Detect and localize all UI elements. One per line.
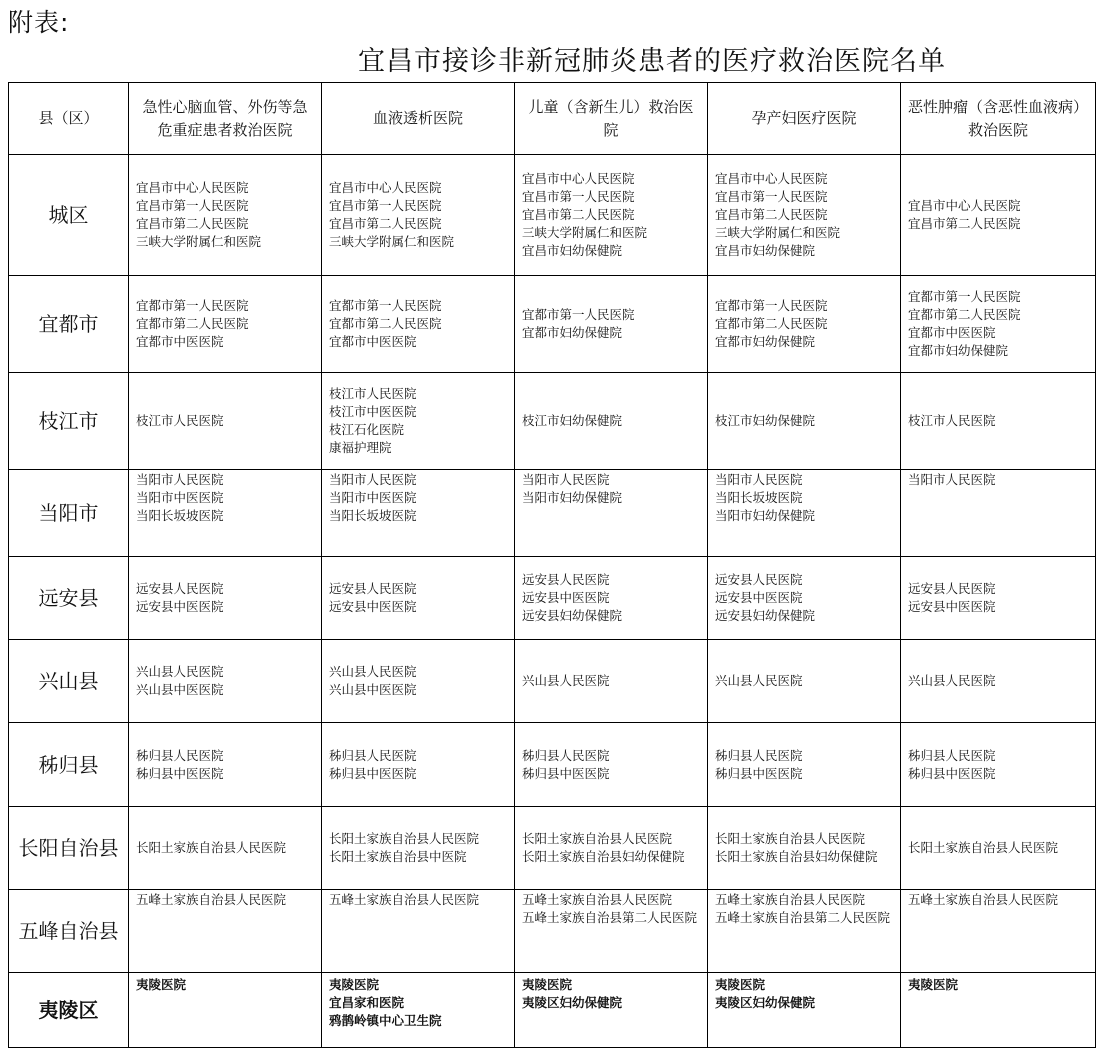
maternity-hospitals-cell: [708, 890, 901, 973]
hospital-name: 枝江市妇幼保健院: [522, 413, 623, 428]
dialysis-hospitals-cell: [322, 807, 515, 890]
hospital-name: 兴山县人民医院: [329, 664, 417, 679]
children-hospitals-cell: [515, 640, 708, 723]
hospital-name: 宜都市中医医院: [329, 334, 417, 349]
hospital-name: 宜昌市中心人民医院: [522, 171, 635, 186]
table-row: [9, 155, 1096, 276]
hospital-name: 宜昌市妇幼保健院: [715, 243, 816, 258]
hospital-name: 宜昌市妇幼保健院: [522, 243, 623, 258]
oncology-hospitals-cell: [901, 723, 1096, 807]
hospital-name: 宜昌市第二人民医院: [329, 216, 442, 231]
hospital-list-table: [8, 82, 1096, 1048]
county-name: 当阳市: [9, 470, 129, 557]
hospital-name: 秭归县中医医院: [715, 765, 803, 781]
children-hospitals-cell: [515, 470, 708, 557]
hospital-name: 远安县中医医院: [908, 599, 996, 614]
children-hospitals-cell: [515, 155, 708, 276]
oncology-hospitals-cell: [901, 640, 1096, 723]
hospital-name: 康福护理院: [329, 440, 392, 455]
oncology-hospitals-cell: [901, 155, 1096, 276]
header-emergency-hospitals: 急性心脑血管、外伤等急危重症患者救治医院: [129, 83, 322, 155]
hospital-name: 宜都市第一人民医院: [522, 307, 635, 322]
hospital-name: 宜昌市中心人民医院: [715, 171, 828, 186]
hospital-name: 长阳土家族自治县妇幼保健院: [522, 849, 685, 864]
emergency-hospitals-cell: [129, 155, 322, 276]
hospital-name: 三峡大学附属仁和医院: [136, 234, 262, 249]
hospital-name: 秭归县中医医院: [329, 765, 417, 781]
table-row: [9, 276, 1096, 373]
hospital-name: 当阳长坂坡医院: [329, 508, 417, 523]
hospital-name: 宜昌市第一人民医院: [522, 189, 635, 204]
hospital-name: 秭归县人民医院: [329, 747, 417, 763]
hospital-name: 夷陵医院: [329, 977, 380, 992]
hospital-name: 长阳土家族自治县人民医院: [715, 831, 866, 846]
header-county: 县（区）: [9, 83, 129, 155]
children-hospitals-cell: [515, 557, 708, 640]
hospital-name: 当阳市中医医院: [329, 490, 417, 505]
hospital-name: 宜都市第二人民医院: [715, 316, 828, 331]
hospital-name: 宜都市中医医院: [908, 325, 996, 340]
dialysis-hospitals-cell: [322, 276, 515, 373]
hospital-name: 宜都市第一人民医院: [908, 289, 1021, 304]
hospital-name: 三峡大学附属仁和医院: [329, 234, 455, 249]
county-name: 远安县: [9, 557, 129, 640]
emergency-hospitals-cell: [129, 807, 322, 890]
table-row: [9, 373, 1096, 470]
emergency-hospitals-cell: [129, 890, 322, 973]
dialysis-hospitals-cell: [322, 640, 515, 723]
children-hospitals-cell: [515, 276, 708, 373]
hospital-name: 当阳市人民医院: [715, 472, 803, 487]
hospital-name: 远安县妇幼保健院: [522, 608, 623, 623]
hospital-name: 当阳市人民医院: [136, 472, 224, 487]
hospital-name: 秭归县中医医院: [908, 765, 996, 781]
table-row: [9, 807, 1096, 890]
header-maternity-hospitals: 孕产妇医疗医院: [708, 83, 901, 155]
hospital-name: 当阳长坂坡医院: [715, 490, 803, 505]
county-name: 枝江市: [9, 373, 129, 470]
hospital-name: 秭归县人民医院: [908, 747, 996, 763]
table-row: [9, 723, 1096, 807]
hospital-name: 夷陵医院: [522, 977, 573, 992]
hospital-name: 当阳市妇幼保健院: [522, 490, 623, 505]
table-row: [9, 557, 1096, 640]
hospital-name: 当阳市人民医院: [522, 472, 610, 487]
oncology-hospitals-cell: [901, 276, 1096, 373]
hospital-name: 兴山县人民医院: [715, 673, 803, 688]
hospital-name: 秭归县中医医院: [522, 765, 610, 781]
dialysis-hospitals-cell: [322, 973, 515, 1048]
maternity-hospitals-cell: [708, 557, 901, 640]
hospital-name: 远安县中医医院: [329, 599, 417, 614]
header-children-hospitals: 儿童（含新生儿）救治医院: [515, 83, 708, 155]
hospital-name: 枝江石化医院: [329, 422, 405, 437]
hospital-name: 远安县妇幼保健院: [715, 608, 816, 623]
emergency-hospitals-cell: [129, 640, 322, 723]
hospital-name: 宜昌市中心人民医院: [329, 180, 442, 195]
maternity-hospitals-cell: [708, 155, 901, 276]
dialysis-hospitals-cell: [322, 470, 515, 557]
hospital-name: 五峰土家族自治县第二人民医院: [715, 910, 891, 925]
hospital-name: 枝江市人民医院: [329, 386, 417, 401]
hospital-name: 当阳市人民医院: [908, 472, 996, 487]
hospital-name: 远安县人民医院: [329, 581, 417, 596]
oncology-hospitals-cell: [901, 890, 1096, 973]
emergency-hospitals-cell: [129, 557, 322, 640]
hospital-name: 宜昌市第一人民医院: [715, 189, 828, 204]
county-name: 长阳自治县: [9, 807, 129, 890]
hospital-name: 枝江市妇幼保健院: [715, 413, 816, 428]
hospital-name: 宜都市第二人民医院: [329, 316, 442, 331]
hospital-name: 夷陵医院: [715, 977, 766, 992]
table-row: [9, 890, 1096, 973]
hospital-name: 秭归县人民医院: [136, 747, 224, 763]
hospital-name: 兴山县人民医院: [908, 673, 996, 688]
hospital-name: 五峰土家族自治县人民医院: [522, 892, 673, 907]
emergency-hospitals-cell: [129, 973, 322, 1048]
county-name: 夷陵区: [9, 973, 129, 1048]
oncology-hospitals-cell: [901, 807, 1096, 890]
oncology-hospitals-cell: [901, 373, 1096, 470]
emergency-hospitals-cell: [129, 723, 322, 807]
oncology-hospitals-cell: [901, 973, 1096, 1048]
hospital-name: 夷陵医院: [136, 977, 187, 992]
maternity-hospitals-cell: [708, 807, 901, 890]
hospital-name: 长阳土家族自治县妇幼保健院: [715, 849, 878, 864]
hospital-name: 五峰土家族自治县人民医院: [329, 892, 480, 907]
document-title: 宜昌市接诊非新冠肺炎患者的医疗救治医院名单: [358, 46, 946, 77]
hospital-name: 宜昌市第二人民医院: [136, 216, 249, 231]
hospital-name: 夷陵区妇幼保健院: [522, 995, 623, 1010]
maternity-hospitals-cell: [708, 470, 901, 557]
hospital-name: 远安县人民医院: [908, 581, 996, 596]
hospital-name: 兴山县中医医院: [136, 682, 224, 697]
oncology-hospitals-cell: [901, 470, 1096, 557]
hospital-name: 三峡大学附属仁和医院: [715, 225, 841, 240]
maternity-hospitals-cell: [708, 640, 901, 723]
county-name: 宜都市: [9, 276, 129, 373]
hospital-name: 秭归县中医医院: [136, 765, 224, 781]
header-dialysis-hospitals: 血液透析医院: [322, 83, 515, 155]
hospital-name: 宜都市第一人民医院: [715, 298, 828, 313]
hospital-name: 五峰土家族自治县第二人民医院: [522, 910, 698, 925]
children-hospitals-cell: [515, 890, 708, 973]
hospital-name: 宜昌市第一人民医院: [136, 198, 249, 213]
dialysis-hospitals-cell: [322, 890, 515, 973]
hospital-name: 远安县中医医院: [715, 590, 803, 605]
children-hospitals-cell: [515, 807, 708, 890]
hospital-name: 宜都市妇幼保健院: [908, 343, 1009, 358]
hospital-name: 枝江市中医医院: [329, 404, 417, 419]
hospital-name: 兴山县人民医院: [522, 673, 610, 688]
dialysis-hospitals-cell: [322, 373, 515, 470]
dialysis-hospitals-cell: [322, 723, 515, 807]
table-row: [9, 973, 1096, 1048]
emergency-hospitals-cell: [129, 373, 322, 470]
hospital-name: 宜都市第一人民医院: [329, 298, 442, 313]
hospital-name: 长阳土家族自治县人民医院: [136, 840, 287, 855]
hospital-name: 长阳土家族自治县人民医院: [908, 840, 1059, 855]
header-oncology-hospitals: 恶性肿瘤（含恶性血液病）救治医院: [901, 83, 1096, 155]
hospital-name: 枝江市人民医院: [908, 413, 996, 428]
emergency-hospitals-cell: [129, 470, 322, 557]
hospital-name: 当阳市妇幼保健院: [715, 508, 816, 523]
hospital-name: 长阳土家族自治县中医院: [329, 849, 467, 864]
hospital-name: 当阳市中医医院: [136, 490, 224, 505]
hospital-name: 夷陵区妇幼保健院: [715, 995, 816, 1010]
hospital-name: 兴山县中医医院: [329, 682, 417, 697]
hospital-name: 宜昌市第二人民医院: [522, 207, 635, 222]
county-name: 秭归县: [9, 723, 129, 807]
hospital-name: 三峡大学附属仁和医院: [522, 225, 648, 240]
hospital-name: 宜都市妇幼保健院: [715, 334, 816, 349]
table-header-row: [9, 83, 1096, 155]
hospital-name: 宜都市第一人民医院: [136, 298, 249, 313]
table-row: [9, 640, 1096, 723]
hospital-name: 宜昌市中心人民医院: [908, 198, 1021, 213]
maternity-hospitals-cell: [708, 373, 901, 470]
oncology-hospitals-cell: [901, 557, 1096, 640]
hospital-name: 长阳土家族自治县人民医院: [522, 831, 673, 846]
hospital-name: 宜昌家和医院: [329, 995, 405, 1010]
hospital-name: 宜都市第二人民医院: [136, 316, 249, 331]
county-name: 五峰自治县: [9, 890, 129, 973]
appendix-label: 附表:: [8, 8, 70, 37]
children-hospitals-cell: [515, 373, 708, 470]
hospital-name: 远安县人民医院: [136, 581, 224, 596]
hospital-name: 长阳土家族自治县人民医院: [329, 831, 480, 846]
hospital-name: 当阳市人民医院: [329, 472, 417, 487]
maternity-hospitals-cell: [708, 723, 901, 807]
children-hospitals-cell: [515, 973, 708, 1048]
county-name: 兴山县: [9, 640, 129, 723]
hospital-name: 宜昌市第二人民医院: [908, 216, 1021, 231]
hospital-name: 秭归县人民医院: [715, 747, 803, 763]
maternity-hospitals-cell: [708, 276, 901, 373]
hospital-name: 鸦鹊岭镇中心卫生院: [329, 1013, 442, 1028]
hospital-name: 宜都市第二人民医院: [908, 307, 1021, 322]
table-row: [9, 470, 1096, 557]
hospital-name: 夷陵医院: [908, 977, 959, 992]
hospital-name: 五峰土家族自治县人民医院: [715, 892, 866, 907]
dialysis-hospitals-cell: [322, 155, 515, 276]
hospital-name: 枝江市人民医院: [136, 413, 224, 428]
hospital-name: 五峰土家族自治县人民医院: [908, 892, 1059, 907]
hospital-name: 远安县人民医院: [715, 572, 803, 587]
hospital-name: 宜都市中医医院: [136, 334, 224, 349]
hospital-name: 宜昌市第二人民医院: [715, 207, 828, 222]
hospital-name: 宜都市妇幼保健院: [522, 325, 623, 340]
hospital-name: 秭归县人民医院: [522, 747, 610, 763]
hospital-name: 当阳长坂坡医院: [136, 508, 224, 523]
hospital-name: 远安县中医医院: [136, 599, 224, 614]
hospital-name: 宜昌市第一人民医院: [329, 198, 442, 213]
maternity-hospitals-cell: [708, 973, 901, 1048]
hospital-name: 五峰土家族自治县人民医院: [136, 892, 287, 907]
hospital-name: 宜昌市中心人民医院: [136, 180, 249, 195]
hospital-name: 兴山县人民医院: [136, 664, 224, 679]
hospital-name: 远安县中医医院: [522, 590, 610, 605]
hospital-name: 远安县人民医院: [522, 572, 610, 587]
dialysis-hospitals-cell: [322, 557, 515, 640]
county-name: 城区: [9, 155, 129, 276]
children-hospitals-cell: [515, 723, 708, 807]
emergency-hospitals-cell: [129, 276, 322, 373]
